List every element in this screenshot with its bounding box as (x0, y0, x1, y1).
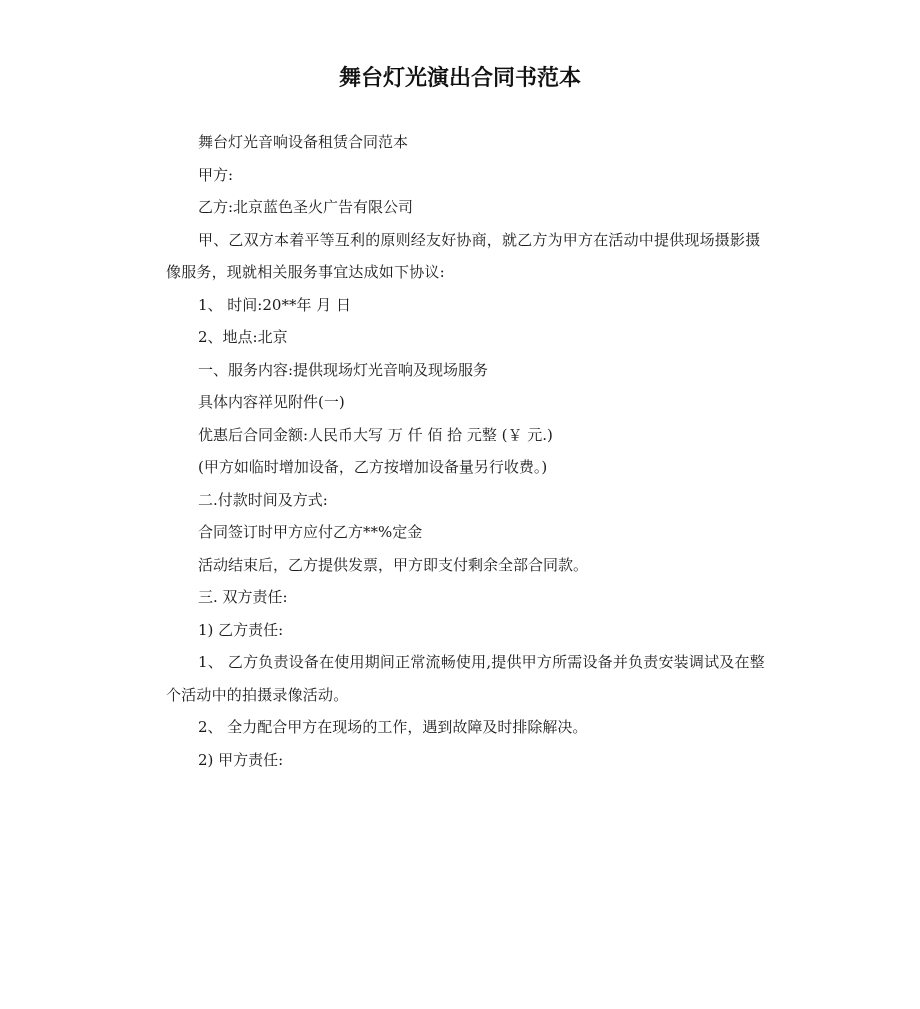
paragraph-payment-heading: 二.付款时间及方式: (198, 490, 328, 509)
paragraph-subtitle: 舞台灯光音响设备租赁合同范本 (198, 133, 409, 151)
paragraph-time: 1、 时间:20**年 月 日 (198, 295, 351, 314)
paragraph-amount: 优惠后合同金额:人民币大写 万 仟 佰 拾 元整 (￥ 元.) (198, 425, 553, 444)
paragraph-responsibility-heading: 三. 双方责任: (198, 588, 288, 606)
document-body (166, 126, 766, 776)
paragraph-attachment: 具体内容祥见附件(一) (198, 393, 345, 411)
paragraph-party-a: 甲方: (198, 165, 234, 184)
paragraph-deposit: 合同签订时甲方应付乙方**%定金 (198, 523, 423, 541)
paragraph-preamble: 甲、乙双方本着平等互利的原则经友好协商，就乙方为甲方在活动中提供现场摄影摄像服务，现就相关服务事宜达成如下协议: (166, 230, 761, 281)
document-title: 舞台灯光演出合同书范本 (338, 66, 581, 91)
paragraph-party-b-responsibility: 1) 乙方责任: (198, 620, 284, 639)
paragraph-party-b-duty-2: 2、 全力配合甲方在现场的工作，遇到故障及时排除解决。 (198, 718, 588, 736)
paragraph-service-content: 一、服务内容:提供现场灯光音响及现场服务 (198, 360, 489, 379)
paragraph-party-b-duty-1: 1、 乙方负责设备在使用期间正常流畅使用,提供甲方所需设备并负责安装调试及在整个活动中的拍摄录像活动。 (166, 653, 765, 704)
paragraph-party-b: 乙方:北京蓝色圣火广告有限公司 (198, 198, 414, 216)
paragraph-final-payment: 活动结束后，乙方提供发票，甲方即支付剩余全部合同款。 (198, 555, 589, 574)
paragraph-party-a-responsibility: 2) 甲方责任: (198, 750, 284, 769)
paragraph-location: 2、地点:北京 (198, 328, 288, 346)
paragraph-extra-charge: (甲方如临时增加设备，乙方按增加设备量另行收费。) (198, 458, 548, 476)
